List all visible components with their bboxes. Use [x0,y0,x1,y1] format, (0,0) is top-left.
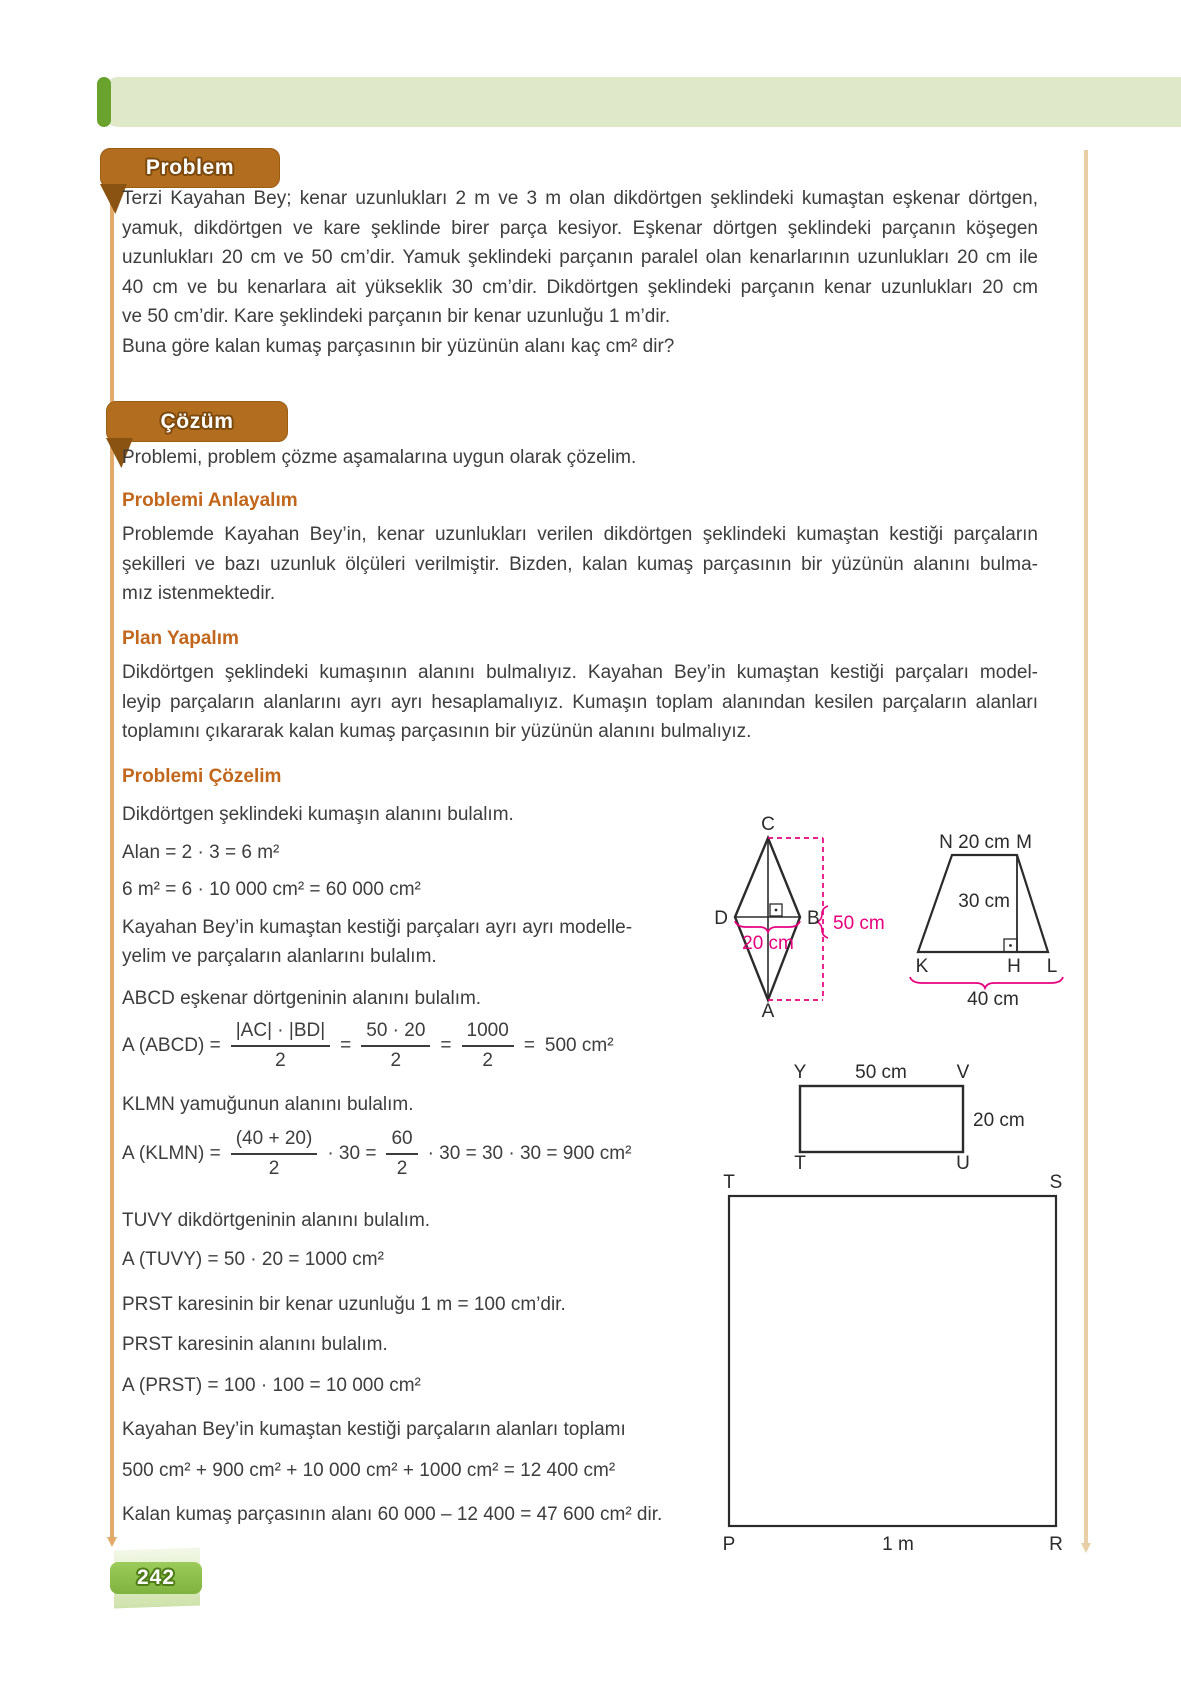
fraction-numerator: 1000 [466,1020,509,1041]
formula-klmn-mid: · 30 = [327,1143,377,1164]
solve-line: TUVY dikdörtgeninin alanını bulalım. [122,1210,431,1231]
fraction [231,1020,330,1072]
plan-line: leyip parçaların alanlarını ayrı ayrı hesaplamalıyız. Kumaşın toplam alanından kesilen parçaların alanları [122,691,1038,713]
vertex-label-t: T [723,1172,735,1193]
problem-line: uzunlukları 20 cm ve 50 cm’dir. Yamuk şeklindeki parçanın paralel olan kenarlarının uzunlukları 20 cm ile [122,247,1038,268]
solve-line: Kayahan Bey’in kumaştan kestiği parçaları ayrı ayrı modelle- [122,917,633,938]
solution-badge [106,401,288,442]
understand-paragraph [122,520,1038,609]
vertex-label-d: D [714,908,728,929]
vertex-label-c: C [761,814,775,835]
solve-line: KLMN yamuğunun alanını bulalım. [122,1094,414,1115]
square-outline [729,1196,1056,1526]
solution-badge-label: Çözüm [160,409,234,433]
vertex-label-m: M [1016,832,1032,853]
page-number: 242 [136,1566,176,1589]
left-margin-rule [110,186,114,1538]
solve-heading: Problemi Çözelim [122,766,282,787]
left-margin-rule-tip [107,1537,117,1547]
solve-line: ABCD eşkenar dörtgeninin alanını bulalım. [122,988,482,1009]
understand-line: mız istenmektedir. [122,583,276,604]
rectangle-width-label: 50 cm [855,1062,907,1083]
rhombus-abcd-figure [700,805,900,1020]
vertex-label-s: S [1049,1172,1063,1193]
solve-line: PRST karesinin alanını bulalım. [122,1334,388,1355]
vertex-label-h: H [1007,956,1021,977]
section-header-bar [104,77,1181,127]
trapezoid-klmn-figure [900,825,1080,1010]
formula-klmn-lhs: A (KLMN) = [122,1143,221,1164]
solve-line: Kayahan Bey’in kumaştan kestiği parçaların alanları toplamı [122,1419,626,1440]
solve-line: 500 cm² + 900 cm² + 10 000 cm² + 1000 cm² = 12 400 cm² [122,1460,616,1481]
rectangle-outline [800,1086,963,1152]
fraction [231,1128,318,1180]
vertex-label-u: U [956,1153,970,1174]
plan-line: Dikdörtgen şeklindeki kumaşının alanını bulmalıyız. Kayahan Bey’in kumaştan kestiği parçaları model- [122,662,1038,683]
problem-line: ve 50 cm’dir. Kare şeklindeki parçanın bir kenar uzunluğu 1 m’dir. [122,306,671,327]
understand-heading: Problemi Anlayalım [122,490,298,511]
square-side-label: 1 m [882,1534,914,1555]
vertex-label-l: L [1046,956,1058,977]
solve-line: Kalan kumaş parçasının alanı 60 000 – 12 400 = 47 600 cm² dir. [122,1504,663,1525]
fraction-denominator: 2 [231,1153,318,1180]
fraction [386,1128,417,1180]
trapezoid-base-label: 40 cm [967,989,1019,1010]
vertex-label-a: A [761,1001,775,1020]
fraction-numerator: (40 + 20) [235,1128,313,1149]
solve-line: Dikdörtgen şeklindeki kumaşın alanını bulalım. [122,804,514,825]
understand-line: şekilleri ve bazı uzunluk ölçüleri verilmiştir. Bizden, kalan kumaş parçasının bir yüzünün alanını bulma- [122,553,1038,575]
brace-40cm [910,977,1063,988]
fraction-numerator: |AC| · |BD| [235,1020,326,1041]
problem-line: Terzi Kayahan Bey; kenar uzunlukları 2 m ve 3 m olan dikdörtgen şeklindeki kumaştan eşkenar dörtgen, [122,188,1038,209]
equals-sign: = [340,1035,352,1056]
plan-paragraph [122,658,1038,747]
rectangle-tuvy-figure [780,1055,1040,1175]
fraction-denominator: 2 [231,1045,330,1072]
formula-abcd-lhs: A (ABCD) = [122,1035,221,1056]
vertex-label-t: T [794,1153,806,1174]
fraction-denominator: 2 [462,1045,514,1072]
vertex-label-b: B [807,908,820,929]
vertex-label-p: P [722,1534,736,1555]
solve-line: PRST karesinin bir kenar uzunluğu 1 m = 100 cm’dir. [122,1294,566,1315]
fraction [361,1020,430,1072]
fraction [462,1020,514,1072]
right-margin-rule-tip [1081,1543,1091,1553]
section-header-cap [97,77,111,127]
vertex-label-y: Y [793,1062,807,1083]
formula-abcd-result: 500 cm² [544,1035,614,1056]
solve-line: A (TUVY) = 50 · 20 = 1000 cm² [122,1249,384,1270]
rectangle-height-label: 20 cm [973,1110,1025,1131]
solution-intro: Problemi, problem çözme aşamalarına uygun olarak çözelim. [122,447,637,468]
problem-badge-label: Problem [145,156,235,179]
equals-sign: = [440,1035,452,1056]
problem-badge [100,148,280,188]
page-number-badge [110,1562,202,1594]
fraction-denominator: 2 [386,1153,417,1180]
rhombus-diagonal-20cm-label: 20 cm [742,933,794,954]
problem-paragraph [122,184,1038,361]
problem-line: 40 cm ve bu kenarlara ait yükseklik 30 cm’dir. Dikdörtgen şeklindeki parçanın kenar uzunlukları 20 cm [122,276,1038,298]
square-prst-figure [715,1165,1080,1557]
problem-question: Buna göre kalan kumaş parçasının bir yüzünün alanı kaç cm² dir? [122,335,675,357]
right-margin-rule [1084,150,1088,1544]
vertex-label-k: K [915,956,929,977]
plan-line: toplamını çıkararak kalan kumaş parçasının bir yüzünün alanını bulmalıyız. [122,721,752,742]
rhombus-diagonal-50cm-label: 50 cm [833,913,885,934]
vertex-label-r: R [1049,1534,1063,1555]
solve-line: A (PRST) = 100 · 100 = 10 000 cm² [122,1375,421,1396]
equals-sign: = [523,1035,535,1056]
formula-abcd [122,1016,614,1076]
trapezoid-top-label: 20 cm [958,832,1010,853]
right-angle-dot [1009,944,1012,947]
fraction-numerator: 50 · 20 [366,1020,426,1041]
understand-line: Problemde Kayahan Bey’in, kenar uzunlukları verilen dikdörtgen şeklindeki kumaştan kestiği parçaların [122,524,1038,545]
right-angle-dot [775,909,778,912]
formula-klmn-result: · 30 = 30 · 30 = 900 cm² [427,1143,632,1164]
trapezoid-height-label: 30 cm [958,891,1010,912]
vertex-label-n: N [939,832,953,853]
solve-line: 6 m² = 6 · 10 000 cm² = 60 000 cm² [122,879,421,900]
formula-klmn [122,1124,631,1184]
solve-line: Alan = 2 · 3 = 6 m² [122,842,280,863]
fraction-numerator: 60 [391,1128,413,1149]
fraction-denominator: 2 [361,1045,430,1072]
vertex-label-v: V [956,1062,970,1083]
solve-line: yelim ve parçaların alanlarını bulalım. [122,946,437,967]
plan-heading: Plan Yapalım [122,628,239,649]
problem-line: yamuk, dikdörtgen ve kare şeklinde birer parça kesiyor. Eşkenar dörtgen şeklindeki parçanın köşegen [122,217,1038,239]
